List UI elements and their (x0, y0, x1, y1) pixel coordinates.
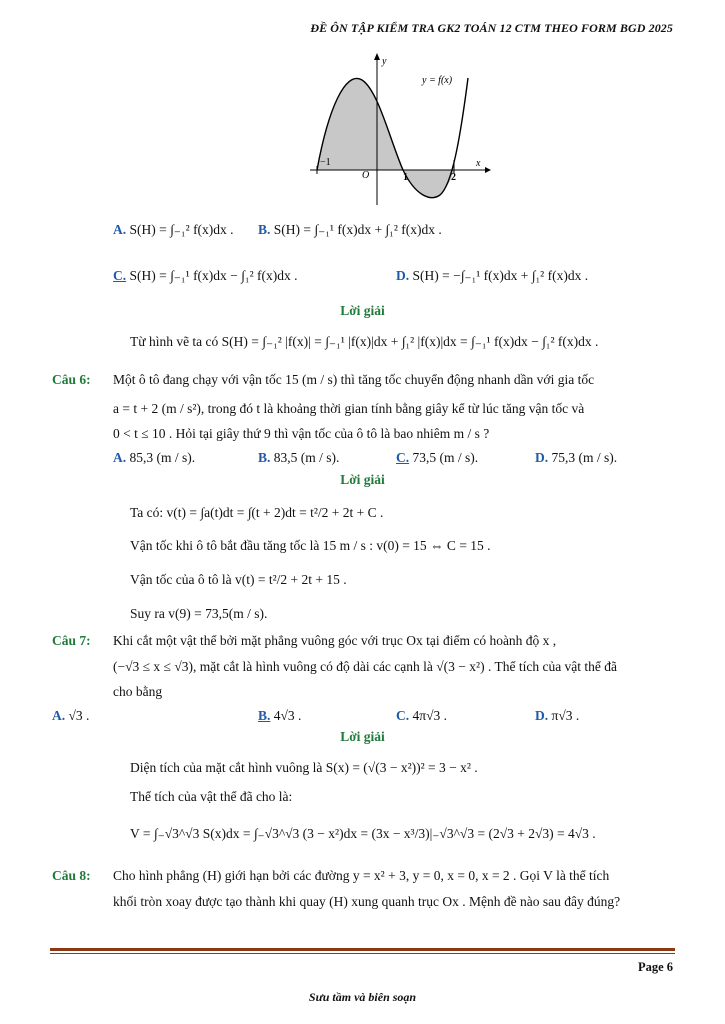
q6-option-a (113, 450, 195, 466)
option-text: 73,5 (m / s). (412, 450, 479, 465)
option-text: S(H) = ∫₋₁¹ f(x)dx + ∫₁² f(x)dx . (273, 222, 442, 237)
option-text: 83,5 (m / s). (273, 450, 340, 465)
q7-text-line3: cho bằng (113, 684, 163, 699)
option-text: √3 . (68, 708, 90, 723)
option-label: C. (113, 268, 127, 283)
page-header: ĐỀ ÔN TẬP KIỂM TRA GK2 TOÁN 12 CTM THEO FORM BGD 2025 (310, 21, 673, 35)
q5-solution-text: Từ hình vẽ ta có S(H) = ∫₋₁² |f(x)| = ∫₋₁¹ |f(x)|dx + ∫₁² |f(x)|dx = ∫₋₁¹ f(x)dx − ∫₁² f(x)dx . (130, 334, 599, 349)
option-label: D. (535, 450, 549, 465)
footer-divider-thin (50, 953, 675, 954)
q8-label: Câu 8: (52, 868, 91, 883)
q6-solution-heading: Lời giải (340, 472, 385, 487)
q7-solution-heading: Lời giải (340, 729, 385, 744)
option-text: 4π√3 . (412, 708, 447, 723)
option-label: A. (113, 222, 127, 237)
q7-solution-line1: Diện tích của mặt cắt hình vuông là S(x) = (√(3 − x²))² = 3 − x² . (130, 760, 478, 775)
page-number: Page 6 (637, 960, 673, 974)
function-graph (300, 50, 500, 210)
q6-solution-line4: Suy ra v(9) = 73,5(m / s). (130, 606, 268, 621)
option-text: 85,3 (m / s). (129, 450, 196, 465)
q5-option-a (113, 222, 234, 238)
tick-label-neg1: −1 (320, 157, 331, 168)
option-label: D. (535, 708, 549, 723)
option-label: B. (258, 222, 271, 237)
q6-text-line2: a = t + 2 (m / s²), trong đó t là khoảng thời gian tính bằng giây kể từ lúc tăng vận tốc và (113, 401, 585, 416)
function-label: y = f(x) (422, 75, 453, 86)
q7-option-a (52, 708, 89, 724)
option-label: A. (52, 708, 66, 723)
q6-solution-line3: Vận tốc của ô tô là v(t) = t²/2 + 2t + 15 . (130, 572, 347, 587)
q8-text-line1: Cho hình phẳng (H) giới hạn bởi các đường y = x² + 3, y = 0, x = 0, x = 2 . Gọi V là thể tích (113, 868, 610, 883)
option-label: C. (396, 708, 410, 723)
option-label: B. (258, 708, 271, 723)
q7-option-c (396, 708, 447, 724)
q7-label: Câu 7: (52, 633, 91, 648)
option-label: C. (396, 450, 410, 465)
option-label: B. (258, 450, 271, 465)
q7-option-d (535, 708, 579, 724)
q6-option-c (396, 450, 478, 466)
q6-label: Câu 6: (52, 372, 91, 387)
origin-label: O (362, 170, 370, 181)
q7-solution-line3: V = ∫₋√3^√3 S(x)dx = ∫₋√3^√3 (3 − x²)dx = (3x − x³/3)|₋√3^√3 = (2√3 + 2√3) = 4√3 . (130, 826, 596, 841)
q8-text-line2: khối tròn xoay được tạo thành khi quay (H) xung quanh trục Ox . Mệnh đề nào sau đây đúng? (113, 894, 621, 909)
option-label: A. (113, 450, 127, 465)
q5-option-c (113, 268, 297, 284)
q6-text-line1: Một ô tô đang chạy với vận tốc 15 (m / s) thì tăng tốc chuyển động nhanh dần với gia tốc (113, 372, 595, 387)
y-axis-label: y (382, 56, 387, 67)
q5-option-d (396, 268, 588, 284)
q6-solution-line2: Vận tốc khi ô tô bắt đầu tăng tốc là 15 m / s : v(0) = 15 ⇔ C = 15 . (130, 538, 491, 553)
x-axis-label: x (476, 158, 481, 169)
option-label: D. (396, 268, 410, 283)
option-text: S(H) = ∫₋₁² f(x)dx . (129, 222, 234, 237)
q5-option-b (258, 222, 442, 238)
option-text: 75,3 (m / s). (551, 450, 618, 465)
tick-label-1: 1 (403, 172, 408, 183)
q7-text-line2: (−√3 ≤ x ≤ √3), mặt cắt là hình vuông có độ dài các cạnh là √(3 − x²) . Thể tích của vật thể đã (113, 659, 618, 674)
q5-solution-heading: Lời giải (340, 303, 385, 318)
option-text: π√3 . (551, 708, 580, 723)
q7-option-b (258, 708, 301, 724)
q7-solution-line2: Thể tích của vật thể đã cho là: (130, 789, 293, 804)
option-text: S(H) = ∫₋₁¹ f(x)dx − ∫₁² f(x)dx . (129, 268, 298, 283)
q7-text-line1: Khi cắt một vật thể bởi mặt phẳng vuông góc với trục Ox tại điểm có hoành độ x , (113, 633, 557, 648)
q6-option-d (535, 450, 617, 466)
q6-option-b (258, 450, 339, 466)
tick-label-2: 2 (451, 172, 456, 183)
option-text: 4√3 . (273, 708, 302, 723)
option-text: S(H) = −∫₋₁¹ f(x)dx + ∫₁² f(x)dx . (412, 268, 589, 283)
q6-solution-line1: Ta có: v(t) = ∫a(t)dt = ∫(t + 2)dt = t²/2 + 2t + C . (130, 505, 384, 520)
footer-credit: Sưu tầm và biên soạn (308, 990, 417, 1004)
footer-divider (50, 948, 675, 951)
q6-text-line3: 0 < t ≤ 10 . Hỏi tại giây thứ 9 thì vận tốc của ô tô là bao nhiêm m / s ? (113, 426, 490, 441)
